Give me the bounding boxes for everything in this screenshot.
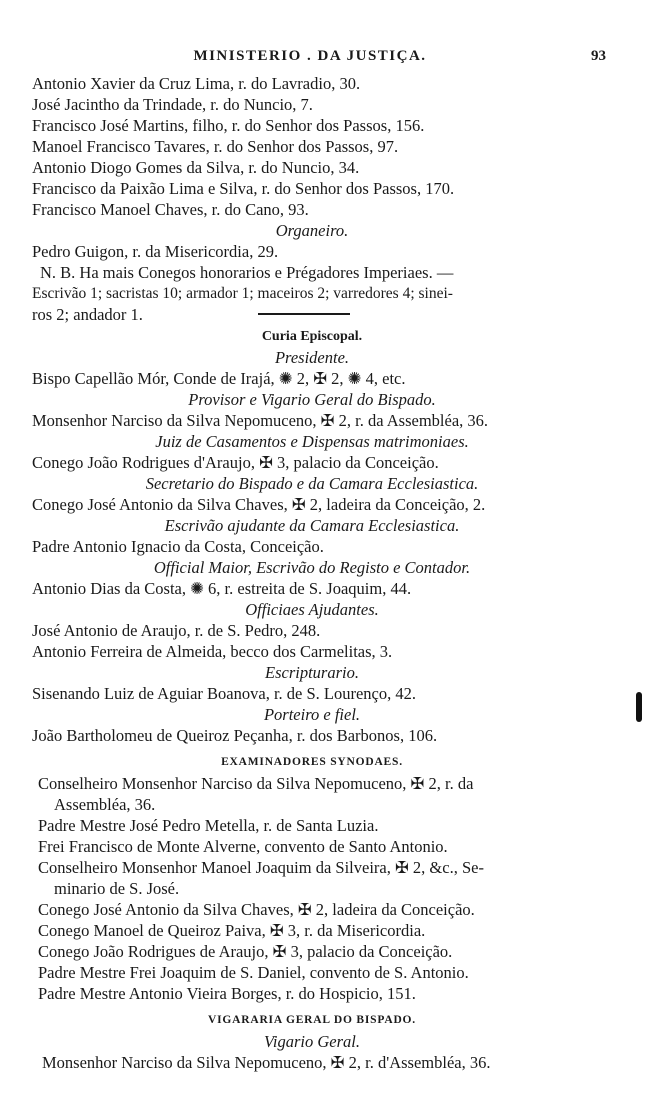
text-line: Conego José Antonio da Silva Chaves, ✠ 2, ladeira da Conceição. [38, 900, 475, 919]
text-line: Antonio Diogo Gomes da Silva, r. do Nuncio, 34. [32, 158, 360, 177]
page-title: MINISTERIO . DA JUSTIÇA. [193, 48, 427, 64]
text-line: Monsenhor Narciso da Silva Nepomuceno, ✠ 2, r. da Assembléa, 36. [32, 411, 489, 430]
role-heading: Provisor e Vigario Geral do Bispado. [188, 390, 436, 409]
text-line: Conego José Antonio da Silva Chaves, ✠ 2, ladeira da Conceição, 2. [32, 495, 486, 514]
text-line: Conego João Rodrigues d'Araujo, ✠ 3, palacio da Conceição. [32, 453, 439, 472]
text-line: Padre Mestre José Pedro Metella, r. de Santa Luzia. [38, 816, 379, 835]
text-line: Conego Manoel de Queiroz Paiva, ✠ 3, r. da Misericordia. [38, 921, 426, 940]
section-heading: EXAMINADORES SYNODAES. [221, 756, 403, 768]
text-line: João Bartholomeu de Queiroz Peçanha, r. dos Barbonos, 106. [32, 726, 438, 745]
text-line: Padre Antonio Ignacio da Costa, Conceição. [32, 537, 324, 556]
text-line: José Jacintho da Trindade, r. do Nuncio, 7. [32, 95, 313, 114]
role-heading: Vigario Geral. [264, 1032, 360, 1051]
role-heading: Secretario do Bispado e da Camara Ecclesiastica. [145, 474, 479, 493]
text-line: Frei Francisco de Monte Alverne, convento de Santo Antonio. [38, 837, 448, 856]
text-line: Conego João Rodrigues de Araujo, ✠ 3, palacio da Conceição. [38, 942, 453, 961]
section-title: Curia Episcopal. [261, 329, 363, 344]
text-line: Antonio Dias da Costa, ✺ 6, r. estreita de S. Joaquim, 44. [32, 579, 412, 598]
text-line: Francisco da Paixão Lima e Silva, r. do Senhor dos Passos, 170. [32, 179, 455, 198]
text-line: Pedro Guigon, r. da Misericordia, 29. [32, 242, 279, 261]
role-heading: Juiz de Casamentos e Dispensas matrimoniaes. [155, 432, 469, 451]
role-heading: Escrivão ajudante da Camara Ecclesiastica. [164, 516, 460, 535]
role-heading: Presidente. [274, 348, 350, 367]
text-line: José Antonio de Araujo, r. de S. Pedro, 248. [32, 621, 321, 640]
text-line: Francisco José Martins, filho, r. do Senhor dos Passos, 156. [32, 116, 425, 135]
text-line: Bispo Capellão Mór, Conde de Irajá, ✺ 2, ✠ 2, ✺ 4, etc. [32, 369, 406, 388]
text-line: Monsenhor Narciso da Silva Nepomuceno, ✠ 2, r. d'Assembléa, 36. [42, 1053, 491, 1072]
text-line: Manoel Francisco Tavares, r. do Senhor dos Passos, 97. [32, 137, 399, 156]
note-line: N. B. Ha mais Conegos honorarios e Prégadores Imperiaes. — [40, 263, 454, 282]
text-line: Assembléa, 36. [54, 795, 156, 814]
role-heading: Officiaes Ajudantes. [245, 600, 379, 619]
text-line: Padre Mestre Frei Joaquim de S. Daniel, convento de S. Antonio. [38, 963, 469, 982]
text-line: Conselheiro Monsenhor Manoel Joaquim da Silveira, ✠ 2, &c., Se- [38, 858, 484, 877]
section-heading: VIGARARIA GERAL DO BISPADO. [208, 1014, 416, 1026]
text-line: minario de S. José. [54, 879, 180, 898]
note-line: ros 2; andador 1. [32, 305, 143, 324]
text-line: Francisco Manoel Chaves, r. do Cano, 93. [32, 200, 309, 219]
section-heading: Organeiro. [275, 221, 349, 240]
text-line: Conselheiro Monsenhor Narciso da Silva Nepomuceno, ✠ 2, r. da [38, 774, 474, 793]
role-heading: Escripturario. [265, 663, 359, 682]
role-heading: Official Maior, Escrivão do Registo e Contador. [153, 558, 471, 577]
page-number: 93 [591, 48, 606, 64]
text-line: Sisenando Luiz de Aguiar Boanova, r. de S. Lourenço, 42. [32, 684, 417, 703]
text-line: Padre Mestre Antonio Vieira Borges, r. do Hospicio, 151. [38, 984, 416, 1003]
text-line: Antonio Ferreira de Almeida, becco dos Carmelitas, 3. [32, 642, 393, 661]
edge-mark [636, 692, 642, 722]
note-line: Escrivão 1; sacristas 10; armador 1; maceiros 2; varredores 4; sinei- [32, 285, 453, 302]
role-heading: Porteiro e fiel. [263, 705, 361, 724]
text-line: Antonio Xavier da Cruz Lima, r. do Lavradio, 30. [32, 74, 361, 93]
divider-rule [258, 313, 350, 315]
